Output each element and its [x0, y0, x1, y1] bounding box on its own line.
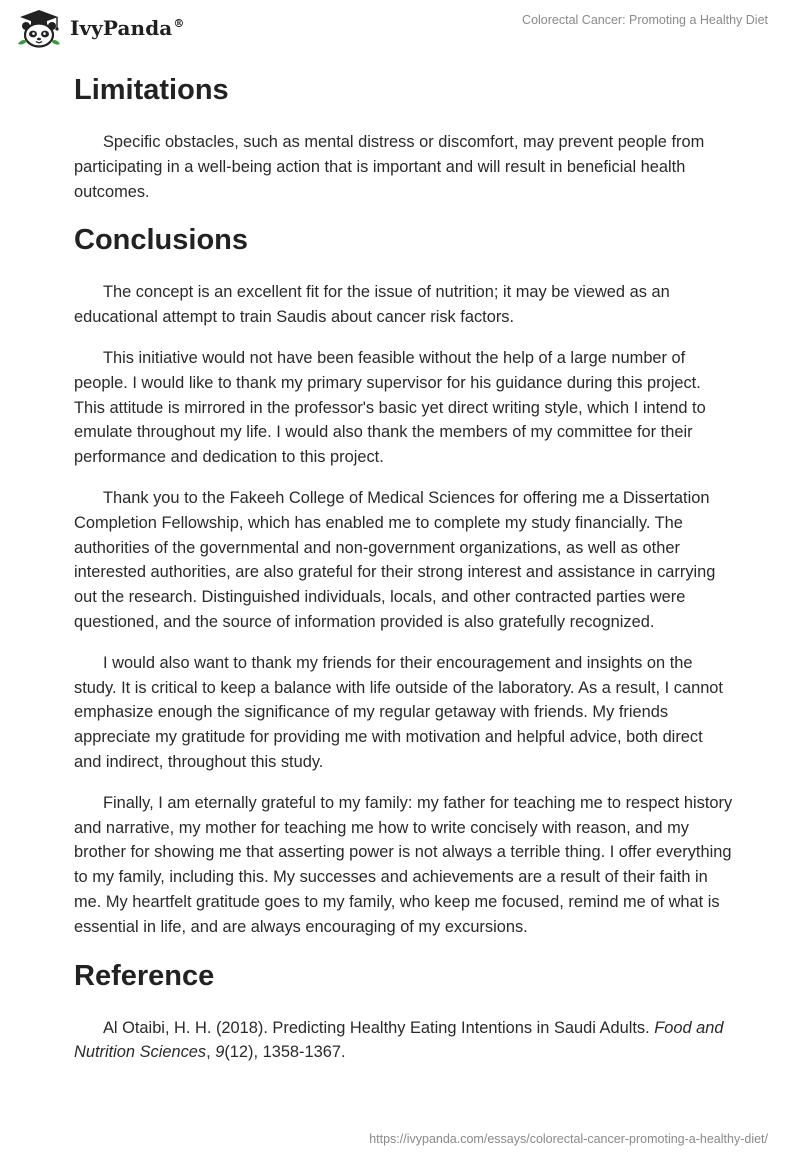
reference-entry: Al Otaibi, H. H. (2018). Predicting Healthy Eating Intentions in Saudi Adults. Food and Nutrition Sciences, 9(12), 1358-1367. — [74, 1018, 724, 1062]
journal-volume: 9 — [215, 1043, 225, 1062]
paragraph: Specific obstacles, such as mental distress or discomfort, may prevent people from participating in a well-being action that is important and will result in beneficial health outcomes. — [74, 133, 705, 201]
page-header — [0, 0, 800, 56]
heading-conclusions: Conclusions — [74, 224, 249, 257]
logo-wordmark: IvyPanda® — [70, 16, 185, 40]
paragraph: This initiative would not have been feasible without the help of a large number of people. I would like to thank my primary supervisor for his guidance during this project. This attitude is mirrored in the professor's basic yet direct writing style, which I intend to emulate throughout my life. I would also thank the members of my committee for their performance and dedication to this project. — [74, 348, 706, 467]
document-title: Colorectal Cancer: Promoting a Healthy Diet — [522, 13, 768, 27]
heading-limitations: Limitations — [74, 74, 229, 106]
panda-graduate-icon — [14, 8, 64, 48]
heading-reference: Reference — [74, 959, 215, 992]
section-reference — [74, 952, 734, 1066]
paragraph: Finally, I am eternally grateful to my family: my father for teaching me to respect history and narrative, my mother for teaching me how to write concisely with reason, and my brother for showing me that asserting power is not always a terrible thing. I offer everything to my family, including this. My successes and achievements are a result of their faith in me. My heartfelt gratitude goes to my family, who keep me focused, remind me of what is essential in life, and are always encouraging of my excursions. — [74, 793, 733, 936]
source-url[interactable]: https://ivypanda.com/essays/colorectal-cancer-promoting-a-healthy-diet/ — [369, 1132, 768, 1146]
journal-title: Food and Nutrition Sciences — [74, 1018, 724, 1062]
ivypanda-logo[interactable] — [14, 8, 184, 48]
section-limitations — [74, 66, 734, 204]
paragraph: I would also want to thank my friends for their encouragement and insights on the study. It is critical to keep a balance with life outside of the laboratory. As a result, I cannot emphasize enough the significance of my regular getaway with friends. My friends appreciate my gratitude for providing me with motivation and helpful advice, both direct and indirect, throughout this study. — [74, 653, 723, 771]
essay-content — [74, 66, 734, 1065]
paragraph: The concept is an excellent fit for the issue of nutrition; it may be viewed as an educational attempt to train Saudis about cancer risk factors. — [74, 283, 670, 327]
paragraph: Thank you to the Fakeeh College of Medical Sciences for offering me a Dissertation Completion Fellowship, which has enabled me to complete my study financially. The authorities of the governmental and non-government organizations, as well as other interested authorities, are also grateful for their strong interest and assistance in carrying out the research. Distinguished individuals, locals, and other contracted parties were questioned, and the source of information provided is also gratefully recognized. — [74, 488, 716, 631]
section-conclusions — [74, 216, 734, 939]
